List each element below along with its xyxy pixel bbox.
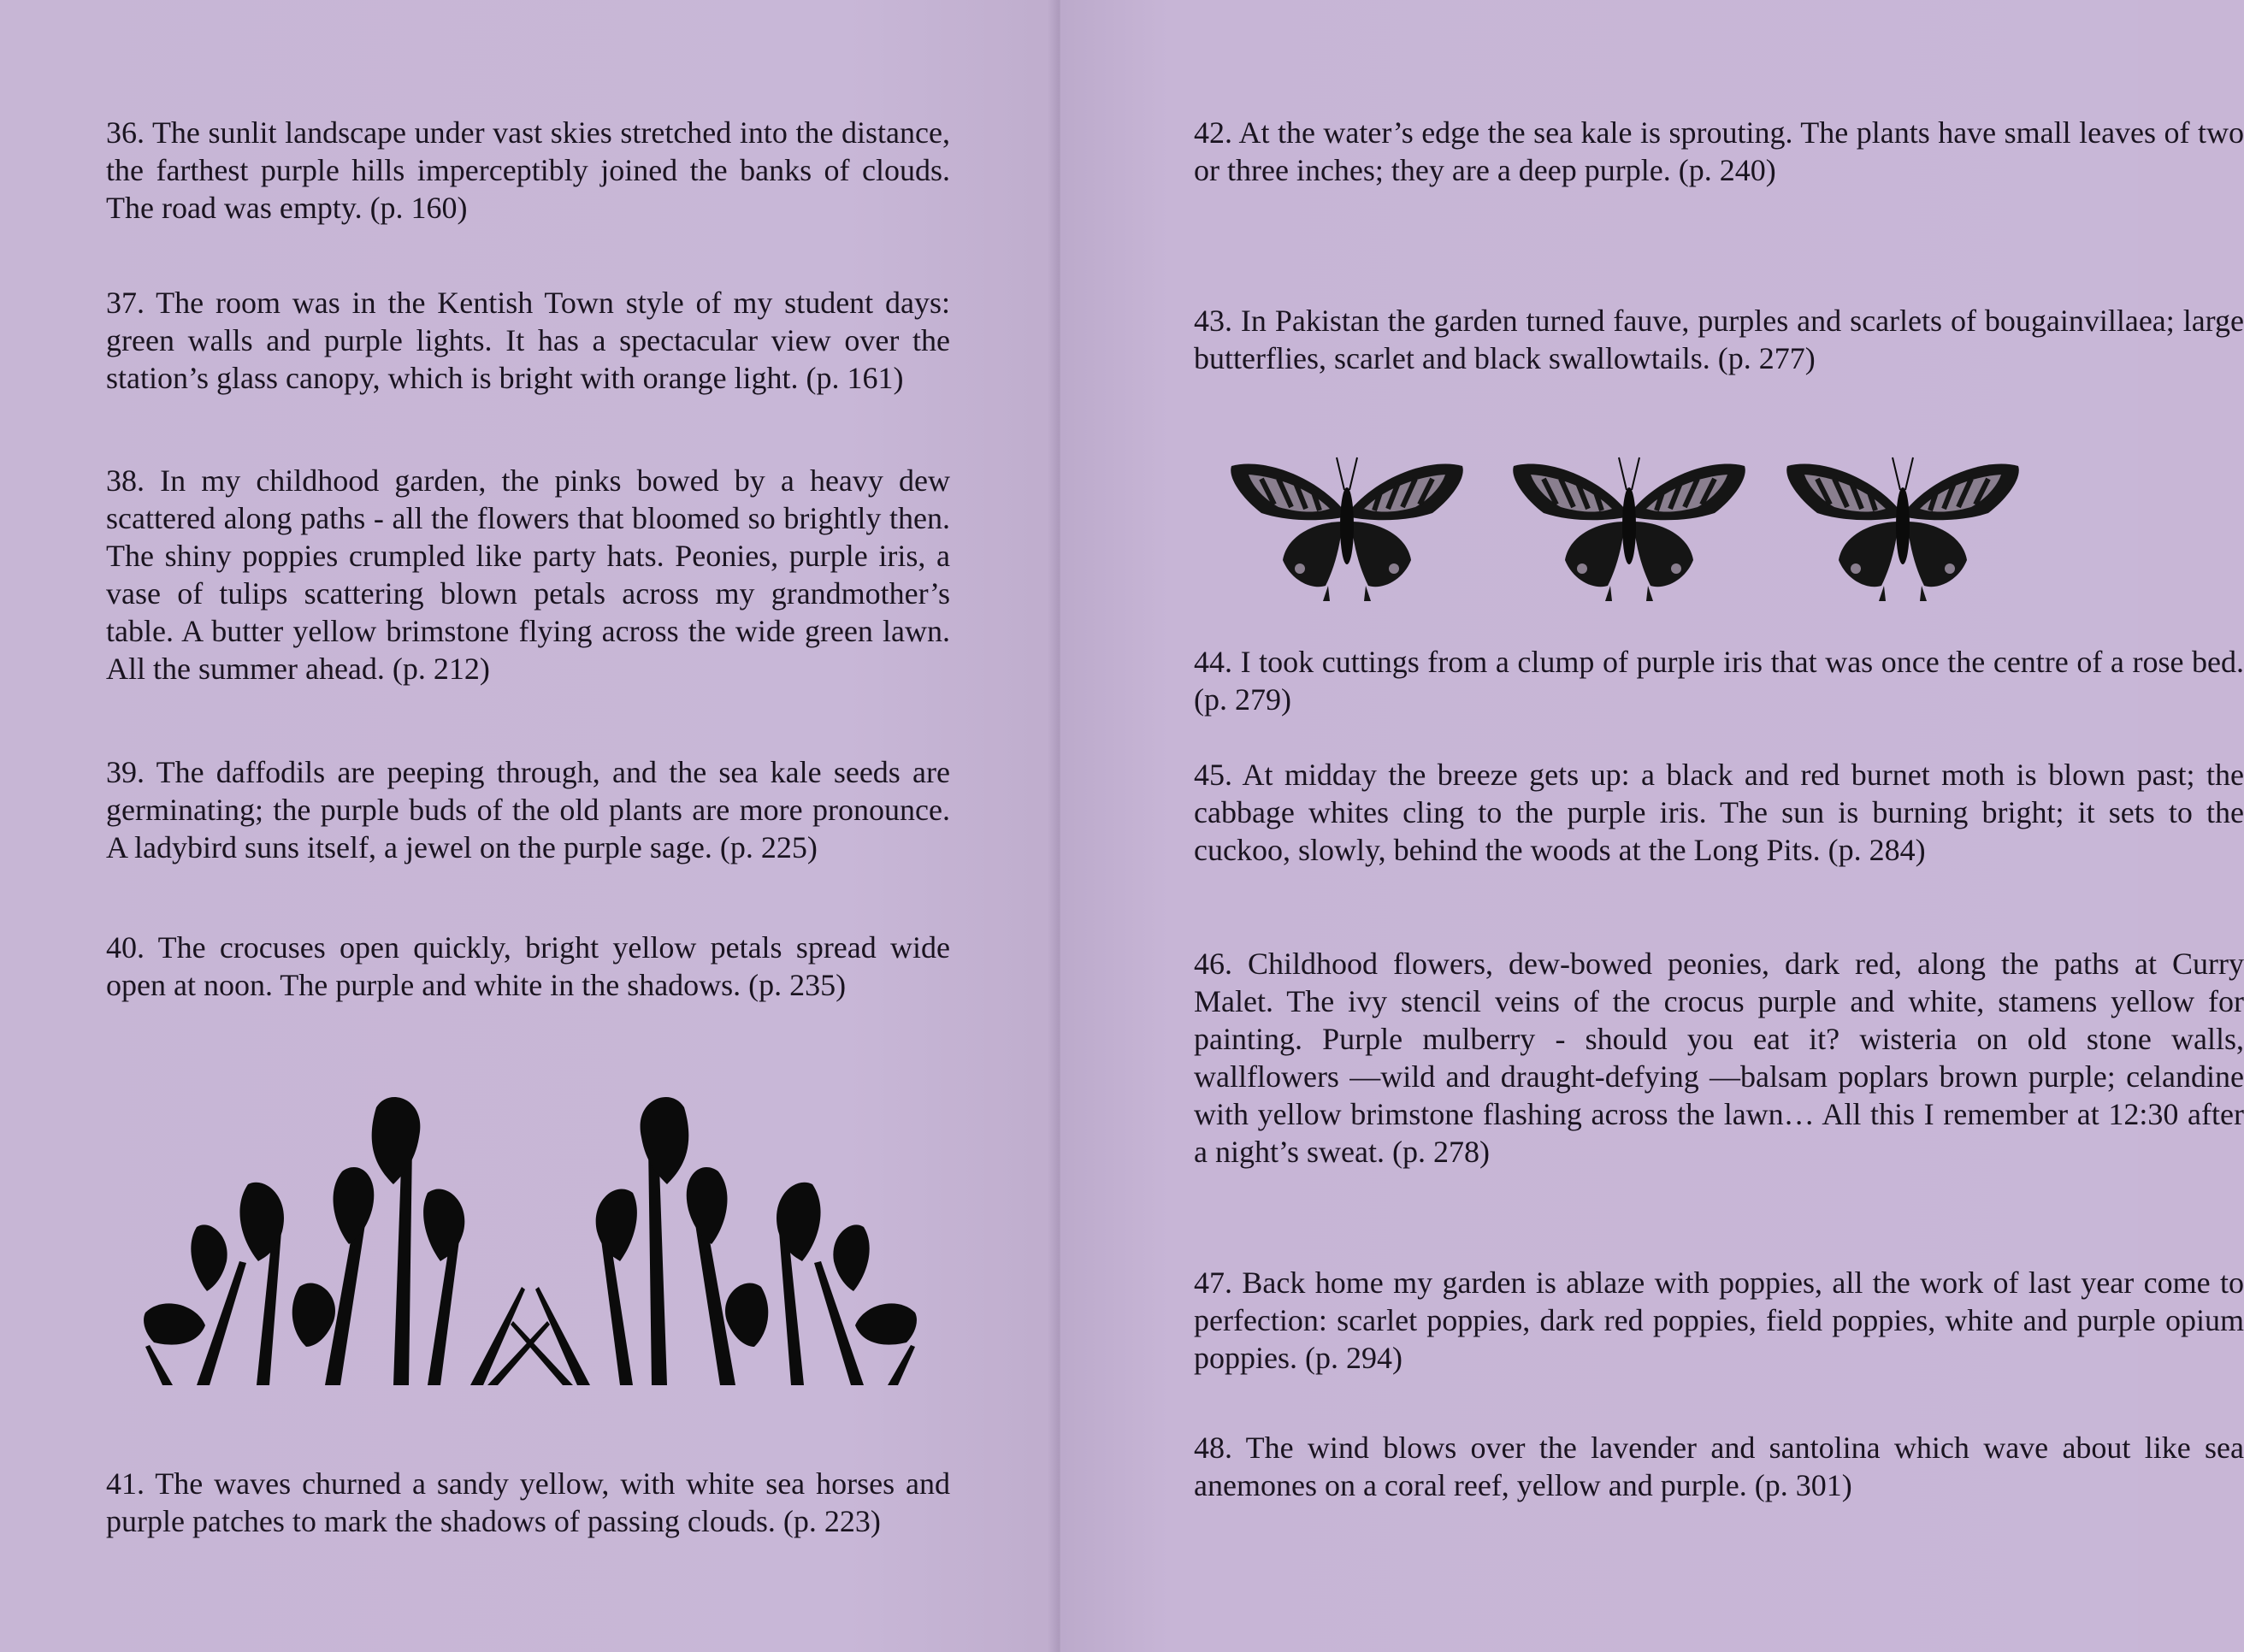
entry-37: 37. The room was in the Kentish Town style of my student days: green walls and purple lights. It has a spectacular view over the station’s glass canopy, which is bright with orange light. (p. 161) xyxy=(106,286,950,395)
right-page xyxy=(1060,0,2244,1652)
left-page xyxy=(0,0,1060,1652)
crocus-cluster-right xyxy=(511,1097,917,1385)
entry-44: 44. I took cuttings from a clump of purple iris that was once the centre of a rose bed. (p. 279) xyxy=(1194,645,2244,717)
entry-41: 41. The waves churned a sandy yellow, with white sea horses and purple patches to mark the shadows of passing clouds. (p. 223) xyxy=(106,1466,950,1538)
butterfly-illustration xyxy=(1227,440,2236,603)
entry-36: 36. The sunlit landscape under vast skies stretched into the distance, the farthest purple hills imperceptibly joined the banks of clouds. The road was empty. (p. 160) xyxy=(106,115,950,225)
entry-47: 47. Back home my garden is ablaze with poppies, all the work of last year come to perfection: scarlet poppies, dark red poppies, field poppies, white and purple opium poppies. (p. 294) xyxy=(1194,1266,2244,1375)
entry-45: 45. At midday the breeze gets up: a black and red burnet moth is blown past; the cabbage whites cling to the purple iris. The sun is burning bright; it sets to the cuckoo, slowly, behind the woods at the Long Pits. (p. 284) xyxy=(1194,758,2244,867)
entry-38: 38. In my childhood garden, the pinks bowed by a heavy dew scattered along paths - all the flowers that bloomed so brightly then. The shiny poppies crumpled like party hats. Peonies, purple iris, a vase of tulips scattering blown petals across my grandmother’s table. A butter yellow brimstone flying across the wide green lawn. All the summer ahead. (p. 212) xyxy=(106,463,950,686)
swallowtail-butterfly-3 xyxy=(1786,457,2019,601)
crocus-illustration xyxy=(145,1090,915,1389)
entry-40: 40. The crocuses open quickly, bright yellow petals spread wide open at noon. The purple and white in the shadows. (p. 235) xyxy=(106,930,950,1002)
entry-48: 48. The wind blows over the lavender and santolina which wave about like sea anemones on a coral reef, yellow and purple. (p. 301) xyxy=(1194,1431,2244,1502)
entry-46: 46. Childhood flowers, dew-bowed peonies, dark red, along the paths at Curry Malet. The ivy stencil veins of the crocus purple and white, stamens yellow for painting. Purple mulberry - should you eat it? wisteria on old stone walls, wallflowers —wild and draught-defying —balsam poplars brown purple; celandine with yellow brimstone flashing across the lawn… All this I remember at 12:30 after a night’s sweat. (p. 278) xyxy=(1194,947,2244,1169)
entry-39: 39. The daffodils are peeping through, and the sea kale seeds are germinating; the purple buds of the old plants are more pronounce. A ladybird suns itself, a jewel on the purple sage. (p. 225) xyxy=(106,755,950,864)
crocus-cluster-left xyxy=(144,1097,550,1385)
swallowtail-butterfly-1 xyxy=(1231,457,1463,601)
entry-42: 42. At the water’s edge the sea kale is sprouting. The plants have small leaves of two or three inches; they are a deep purple. (p. 240) xyxy=(1194,115,2244,187)
entry-43: 43. In Pakistan the garden turned fauve, purples and scarlets of bougainvillaea; large butterflies, scarlet and black swallowtails. (p. 277) xyxy=(1194,304,2244,375)
swallowtail-butterfly-2 xyxy=(1513,457,1745,601)
